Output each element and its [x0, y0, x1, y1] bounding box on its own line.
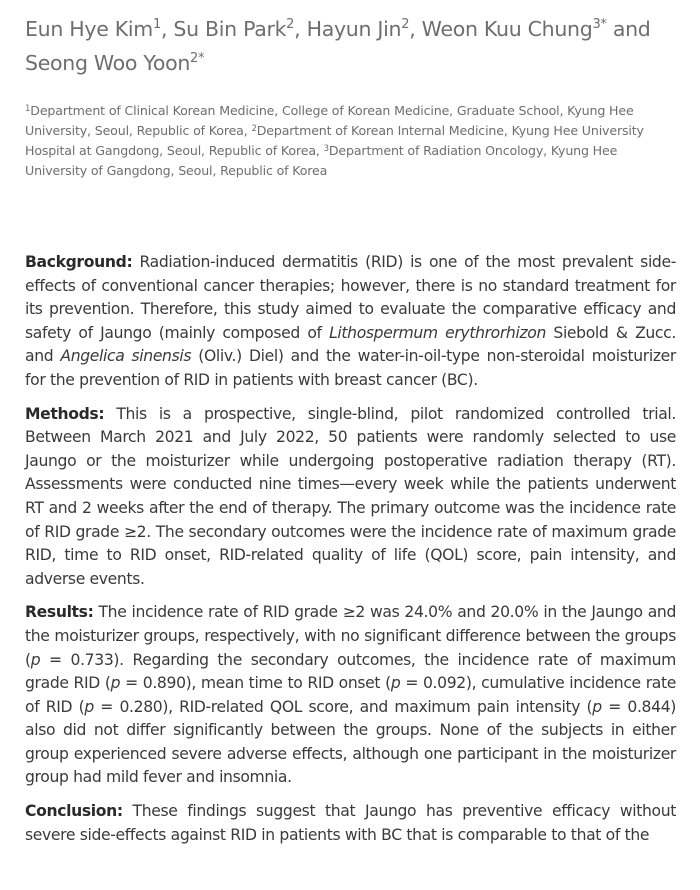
author: Eun Hye Kim$^1$, — [25, 17, 174, 41]
abstract — [25, 251, 676, 847]
author: Hayun Jin$^2$, — [306, 17, 422, 41]
author-list — [25, 14, 676, 82]
abstract-background: Background: Radiation-induced dermatitis (RID) is one of the most prevalent side-effects of conventional cancer therapies; however, there is no standard treatment for its prevention. Therefore, this study aimed to evaluate the comparative efficacy and safety of Jaungo (mainly composed of Lithospermum erythrorhizon Siebold & Zucc. and Angelica sinensis (Oliv.) Diel) and the water-in-oil-type non-steroidal moisturizer for the prevention of RID in patients with breast cancer (BC). — [25, 253, 676, 389]
section-label: Methods: — [25, 404, 105, 423]
section-label: Background: — [25, 253, 133, 271]
affiliation: Department of Korean Internal Medicine, Kyung Hee University Hospital at Gangdong, Seoul, Republic of Korea, — [25, 123, 644, 158]
abstract-conclusion: Conclusion: These findings suggest that Jaungo has preventive efficacy without severe side-effects against RID in patients with BC that is comparable to that of the — [25, 802, 676, 844]
abstract-methods: Methods: This is a prospective, single-blind, pilot randomized controlled trial. Between March 2021 and July 2022, 50 patients were randomly selected to use Jaungo or the moisturizer while undergoing postoperative radiation therapy (RT). Assessments were conducted nine times—every week while the patients underwent RT and 2 weeks after the end of therapy. The primary outcome was the incidence rate of RID grade ≥2. The secondary outcomes were the incidence rate of maximum grade RID, time to RID onset, RID-related quality of life (QOL) score, pain intensity, and adverse events. — [25, 404, 676, 588]
section-label: Results: — [25, 603, 94, 622]
affiliation: Department of Radiation Oncology, Kyung Hee University of Gangdong, Seoul, Republic of Korea — [25, 143, 618, 178]
affiliations: $^1$Department of Clinical Korean Medicine, College of Korean Medicine, Graduate School, Kyung Hee University, Seoul, Republic of Korea, $^2$Department of Korean Internal Medicine, Kyung Hee University Hospital at Gangdong, Seoul, Republic of Korea, $^3$Department of Radiation Oncology, Kyung Hee University of Gangdong, Seoul, Republic of Korea — [25, 103, 644, 178]
section-label: Conclusion: — [25, 802, 123, 821]
author: Weon Kuu Chung$^{3*}$ and — [421, 17, 651, 41]
paper-page — [25, 0, 676, 857]
abstract-results: Results: The incidence rate of RID grade ≥2 was 24.0% and 20.0% in the Jaungo and the moisturizer groups, respectively, with no significant difference between the groups (p = 0.733). Regarding the secondary outcomes, the incidence rate of maximum grade RID (p = 0.890), mean time to RID onset (p = 0.092), cumulative incidence rate of RID (p = 0.280), RID-related QOL score, and maximum pain intensity (p = 0.844) also did not differ significantly between the groups. None of the subjects in either group experienced severe adverse effects, although one participant in the moisturizer group had mild fever and insomnia. — [25, 603, 677, 787]
author: Su Bin Park$^2$, — [173, 17, 307, 41]
affiliation: Department of Clinical Korean Medicine, College of Korean Medicine, Graduate School, Kyung Hee University, Seoul, Republic of Korea, — [25, 103, 634, 138]
author: Seong Woo Yoon$^{2*}$ — [25, 51, 205, 75]
